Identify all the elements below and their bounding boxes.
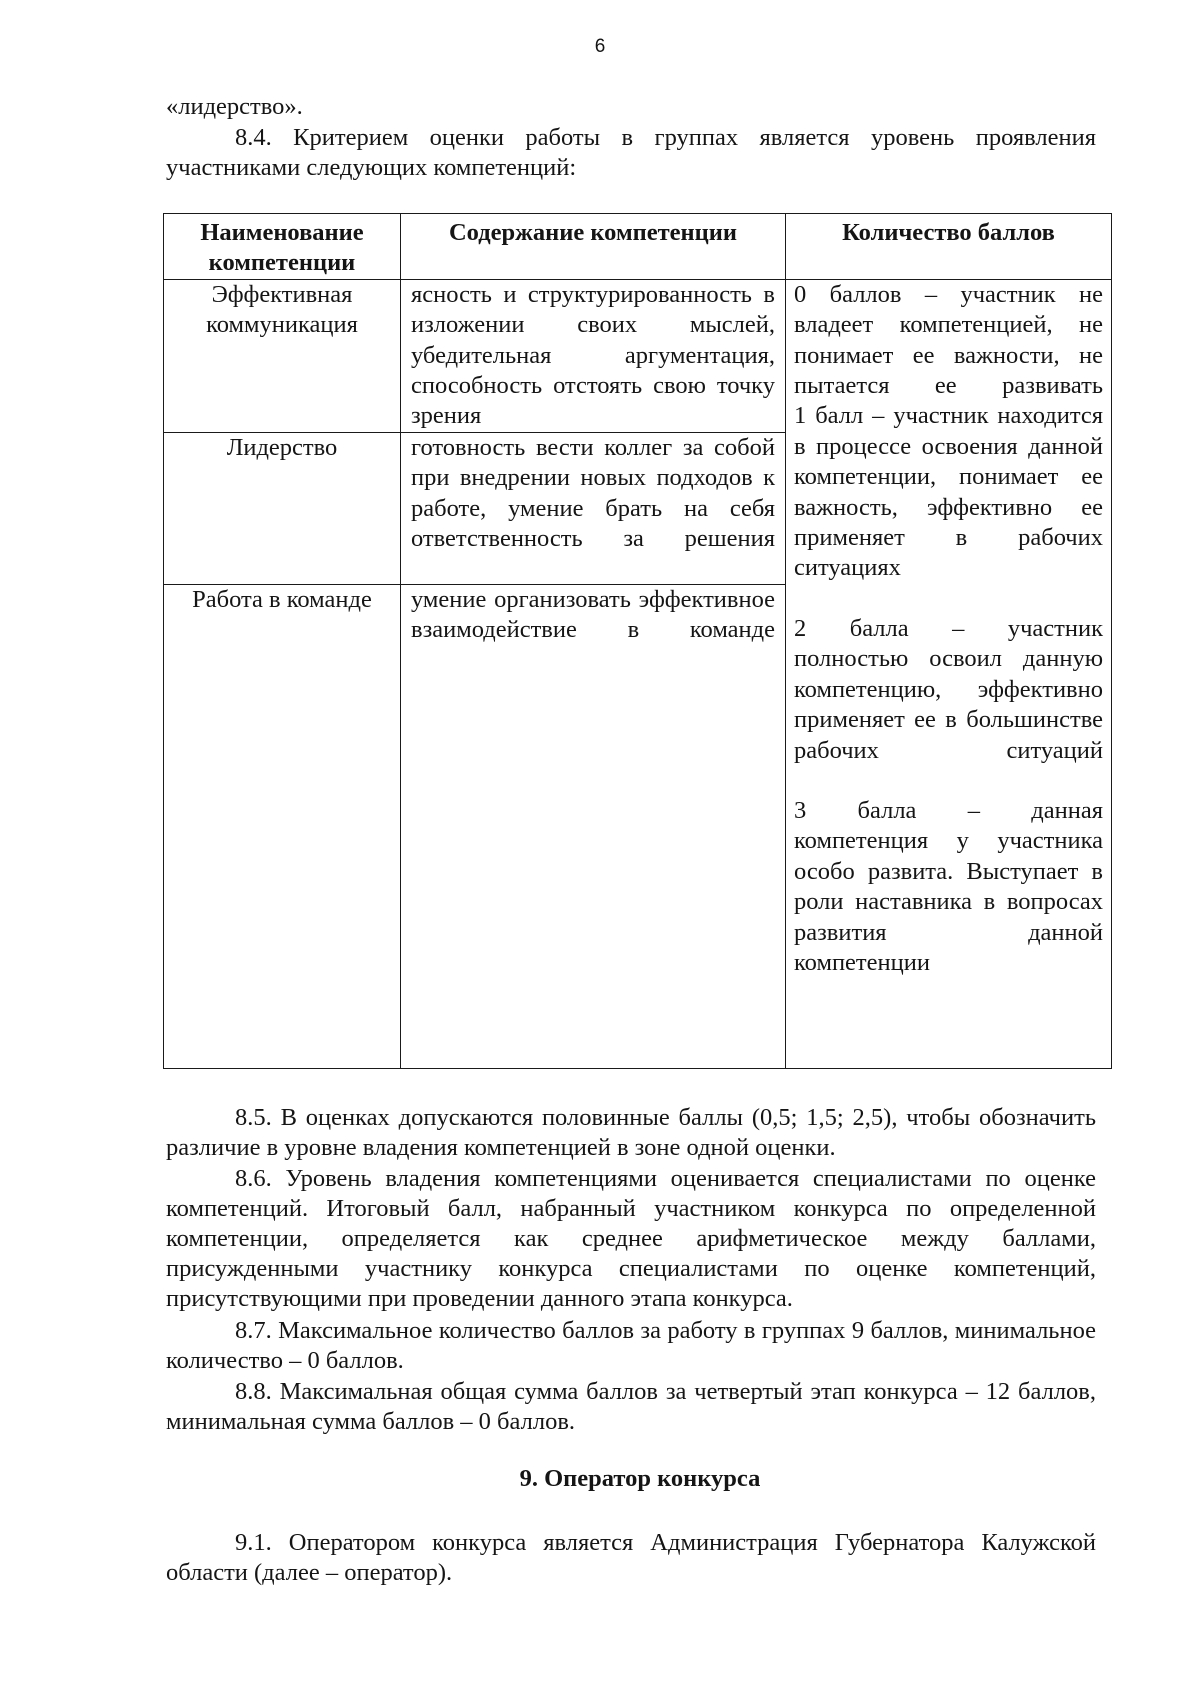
- paragraph-8-5: 8.5. В оценках допускаются половинные баллы (0,5; 1,5; 2,5), чтобы обозначить различие в уровне владения компетенцией в зоне одной оценки.: [166, 1104, 1096, 1161]
- score-gap: [794, 584, 1103, 614]
- header-score: Количество баллов: [786, 214, 1112, 280]
- score-gap: [794, 766, 1103, 796]
- paragraph-8-4: 8.4. Критерием оценки работы в группах является уровень проявления участниками следующих компетенций:: [166, 124, 1096, 181]
- competence-content-text: умение организовать эффективное взаимодействие в команде: [411, 585, 775, 644]
- table-header-row: [164, 214, 1112, 280]
- score-scale-cell: [786, 279, 1112, 1068]
- table-row: [164, 279, 1112, 432]
- paragraph-9-1: 9.1. Оператором конкурса является Администрация Губернатора Калужской области (далее – оператор).: [166, 1529, 1096, 1586]
- score-2: 2 балла – участник полностью освоил данную компетенцию, эффективно применяет ее в большинстве рабочих ситуаций: [794, 614, 1103, 764]
- paragraph-8-7: 8.7. Максимальное количество баллов за работу в группах 9 баллов, минимальное количество – 0 баллов.: [166, 1317, 1096, 1374]
- competence-content: [401, 279, 786, 432]
- competence-content: [401, 432, 786, 584]
- header-name: Наименование компетенции: [164, 214, 401, 280]
- score-scale: [786, 280, 1111, 979]
- competence-name: Эффективная коммуникация: [164, 279, 401, 432]
- score-0: 0 баллов – участник не владеет компетенцией, не понимает ее важности, не пытается ее развивать: [794, 280, 1103, 400]
- competence-name: Лидерство: [164, 432, 401, 584]
- section-heading: 9. Оператор конкурса: [519, 1465, 761, 1492]
- header-content: Содержание компетенции: [401, 214, 786, 280]
- score-3: 3 балла – данная компетенция у участника особо развита. Выступает в роли наставника в вопросах развития данной компетенции: [794, 796, 1103, 976]
- competence-content-text: готовность вести коллег за собой при внедрении новых подходов к работе, умение брать на себя ответственность за решения: [411, 433, 775, 553]
- score-1: 1 балл – участник находится в процессе освоения данной компетенции, понимает ее важность, эффективно ее применяет в рабочих ситуациях: [794, 402, 1103, 582]
- competence-content-text: ясность и структурированность в изложении своих мыслей, убедительная аргументация, способность отстоять свою точку зрения: [411, 280, 775, 430]
- paragraph-8-8: 8.8. Максимальная общая сумма баллов за четвертый этап конкурса – 12 баллов, минимальная сумма баллов – 0 баллов.: [166, 1378, 1096, 1435]
- competence-name: Работа в команде: [164, 584, 401, 1068]
- page-number: 6: [594, 36, 606, 57]
- competencies-table: [163, 213, 1112, 1069]
- intro-line: «лидерство».: [166, 93, 303, 120]
- competence-content: [401, 584, 786, 1068]
- paragraph-8-6: 8.6. Уровень владения компетенциями оценивается специалистами по оценке компетенций. Итоговый балл, набранный участником конкурса по определенной компетенции, определяется как среднее арифметическое между баллами, присужденными участнику конкурса специалистами по оценке компетенций, присутствующими при проведении данного этапа конкурса.: [166, 1165, 1096, 1312]
